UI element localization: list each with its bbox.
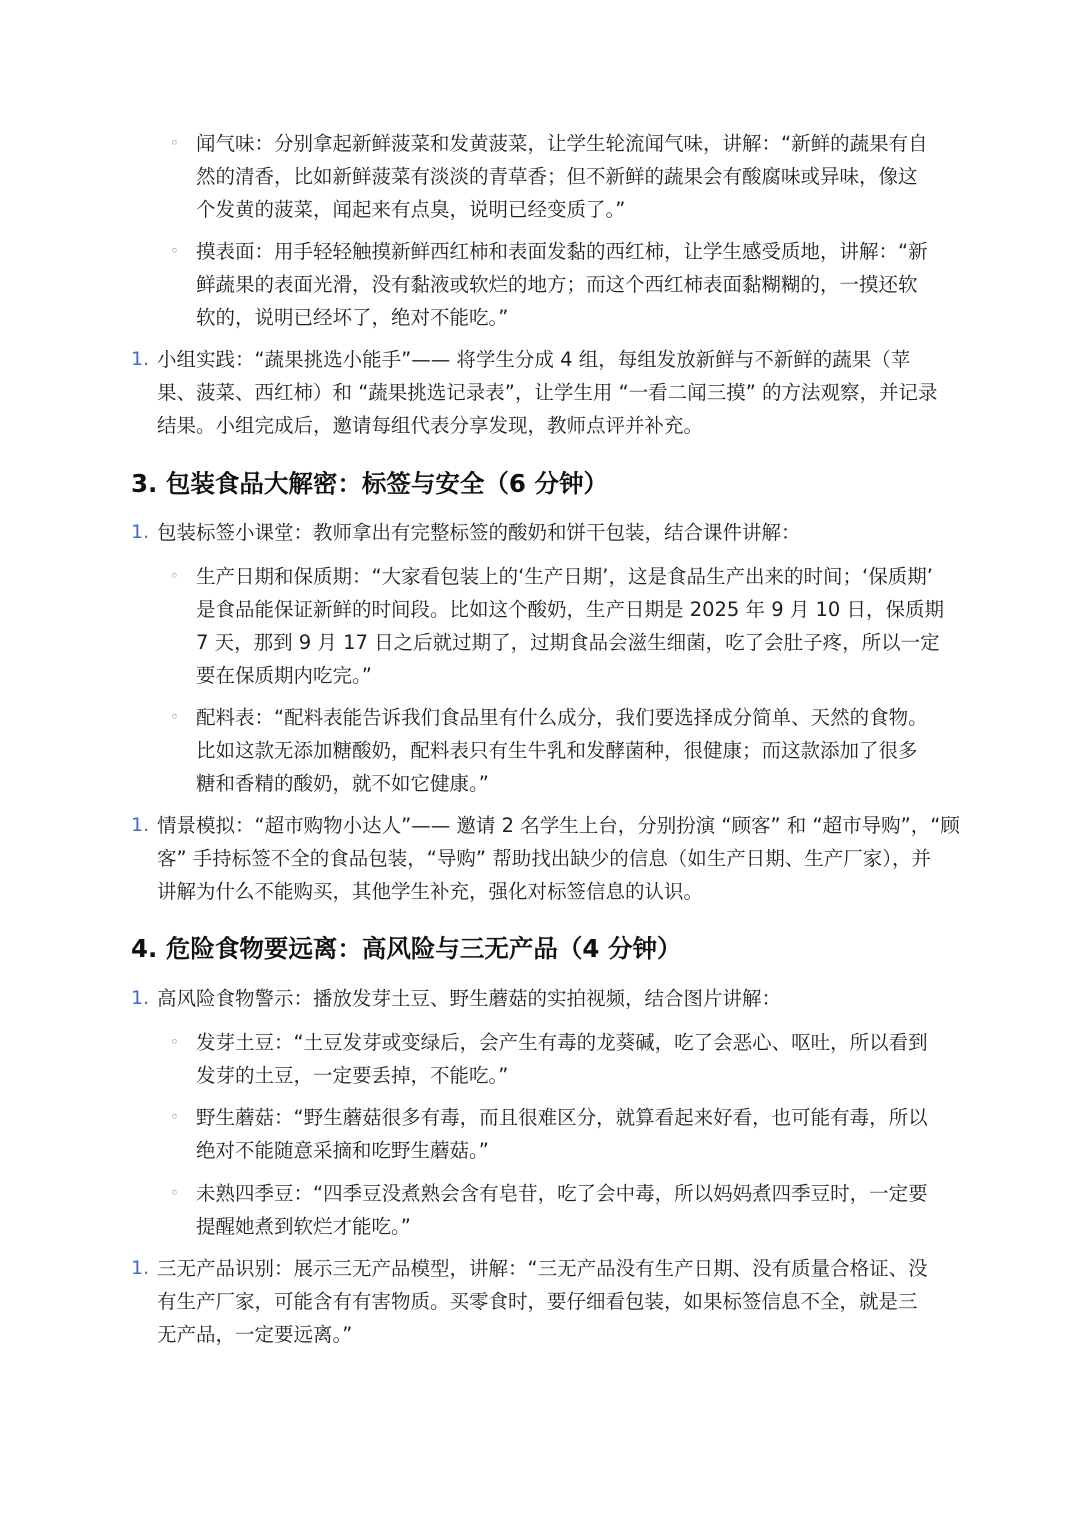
list-number: 1.: [131, 987, 150, 1009]
paragraph-line: 绝对不能随意采摘和吃野生蘑菇。”: [196, 1139, 489, 1162]
list-bullet: ◦: [170, 567, 179, 585]
section-heading: 4. 危险食物要远离：高风险与三无产品（4 分钟）: [131, 934, 682, 963]
paragraph-line: 有生产厂家，可能含有有害物质。买零食时，要仔细看包装，如果标签信息不全，就是三: [157, 1290, 918, 1313]
list-number: 1.: [131, 348, 150, 370]
paragraph-line: 野生蘑菇：“野生蘑菇很多有毒，而且很难区分，就算看起来好看，也可能有毒，所以: [196, 1106, 928, 1129]
list-bullet: ◦: [170, 1033, 179, 1051]
list-bullet: ◦: [170, 1108, 179, 1126]
paragraph-line: 客” 手持标签不全的食品包装，“导购” 帮助找出缺少的信息（如生产日期、生产厂家），并: [157, 847, 931, 870]
list-number: 1.: [131, 521, 150, 543]
paragraph-line: 生产日期和保质期：“大家看包装上的‘生产日期’，这是食品生产出来的时间；‘保质期’: [196, 565, 933, 588]
list-number: 1.: [131, 1257, 150, 1279]
paragraph-line: 三无产品识别：展示三无产品模型，讲解：“三无产品没有生产日期、没有质量合格证、没: [157, 1257, 928, 1280]
list-bullet: ◦: [170, 1184, 179, 1202]
paragraph-line: 软的，说明已经坏了，绝对不能吃。”: [196, 306, 509, 329]
paragraph-line: 结果。小组完成后，邀请每组代表分享发现，教师点评并补充。: [157, 414, 704, 437]
paragraph-line: 发芽土豆：“土豆发芽或变绿后，会产生有毒的龙葵碱，吃了会恶心、呕吐，所以看到: [196, 1031, 928, 1054]
paragraph-line: 然的清香，比如新鲜菠菜有淡淡的青草香；但不新鲜的蔬果会有酸腐味或异味，像这: [196, 165, 918, 188]
paragraph-line: 7 天，那到 9 月 17 日之后就过期了，过期食品会滋生细菌，吃了会肚子疼，所以一定: [196, 631, 940, 654]
paragraph-line: 果、菠菜、西红柿）和 “蔬果挑选记录表”，让学生用 “一看二闻三摸” 的方法观察，并记录: [157, 381, 938, 404]
paragraph-line: 无产品，一定要远离。”: [157, 1323, 353, 1346]
paragraph-line: 比如这款无添加糖酸奶，配料表只有生牛乳和发酵菌种，很健康；而这款添加了很多: [196, 739, 918, 762]
paragraph-line: 高风险食物警示：播放发芽土豆、野生蘑菇的实拍视频，结合图片讲解：: [157, 987, 782, 1010]
paragraph-line: 糖和香精的酸奶，就不如它健康。”: [196, 772, 489, 795]
paragraph-line: 提醒她煮到软烂才能吃。”: [196, 1215, 411, 1238]
paragraph-line: 配料表：“配料表能告诉我们食品里有什么成分，我们要选择成分简单、天然的食物。: [196, 706, 928, 729]
paragraph-line: 摸表面：用手轻轻触摸新鲜西红柿和表面发黏的西红柿，让学生感受质地，讲解：“新: [196, 240, 928, 263]
paragraph-line: 发芽的土豆，一定要丢掉，不能吃。”: [196, 1064, 509, 1087]
paragraph-line: 闻气味：分别拿起新鲜菠菜和发黄菠菜，让学生轮流闻气味，讲解：“新鲜的蔬果有自: [196, 132, 928, 155]
list-bullet: ◦: [170, 708, 179, 726]
section-heading: 3. 包装食品大解密：标签与安全（6 分钟）: [131, 469, 608, 498]
paragraph-line: 鲜蔬果的表面光滑，没有黏液或软烂的地方；而这个西红柿表面黏糊糊的，一摸还软: [196, 273, 918, 296]
list-bullet: ◦: [170, 242, 179, 260]
paragraph-line: 情景模拟：“超市购物小达人”—— 邀请 2 名学生上台，分别扮演 “顾客” 和 “超市导购”，“顾: [157, 814, 960, 837]
list-number: 1.: [131, 814, 150, 836]
paragraph-line: 是食品能保证新鲜的时间段。比如这个酸奶，生产日期是 2025 年 9 月 10 日，保质期: [196, 598, 945, 621]
paragraph-line: 个发黄的菠菜，闻起来有点臭，说明已经变质了。”: [196, 198, 626, 221]
paragraph-line: 讲解为什么不能购买，其他学生补充，强化对标签信息的认识。: [157, 880, 704, 903]
list-bullet: ◦: [170, 134, 179, 152]
paragraph-line: 包装标签小课堂：教师拿出有完整标签的酸奶和饼干包装，结合课件讲解：: [157, 521, 801, 544]
paragraph-line: 小组实践：“蔬果挑选小能手”—— 将学生分成 4 组，每组发放新鲜与不新鲜的蔬果（苹: [157, 348, 911, 371]
paragraph-line: 未熟四季豆：“四季豆没煮熟会含有皂苷，吃了会中毒，所以妈妈煮四季豆时，一定要: [196, 1182, 928, 1205]
paragraph-line: 要在保质期内吃完。”: [196, 664, 372, 687]
